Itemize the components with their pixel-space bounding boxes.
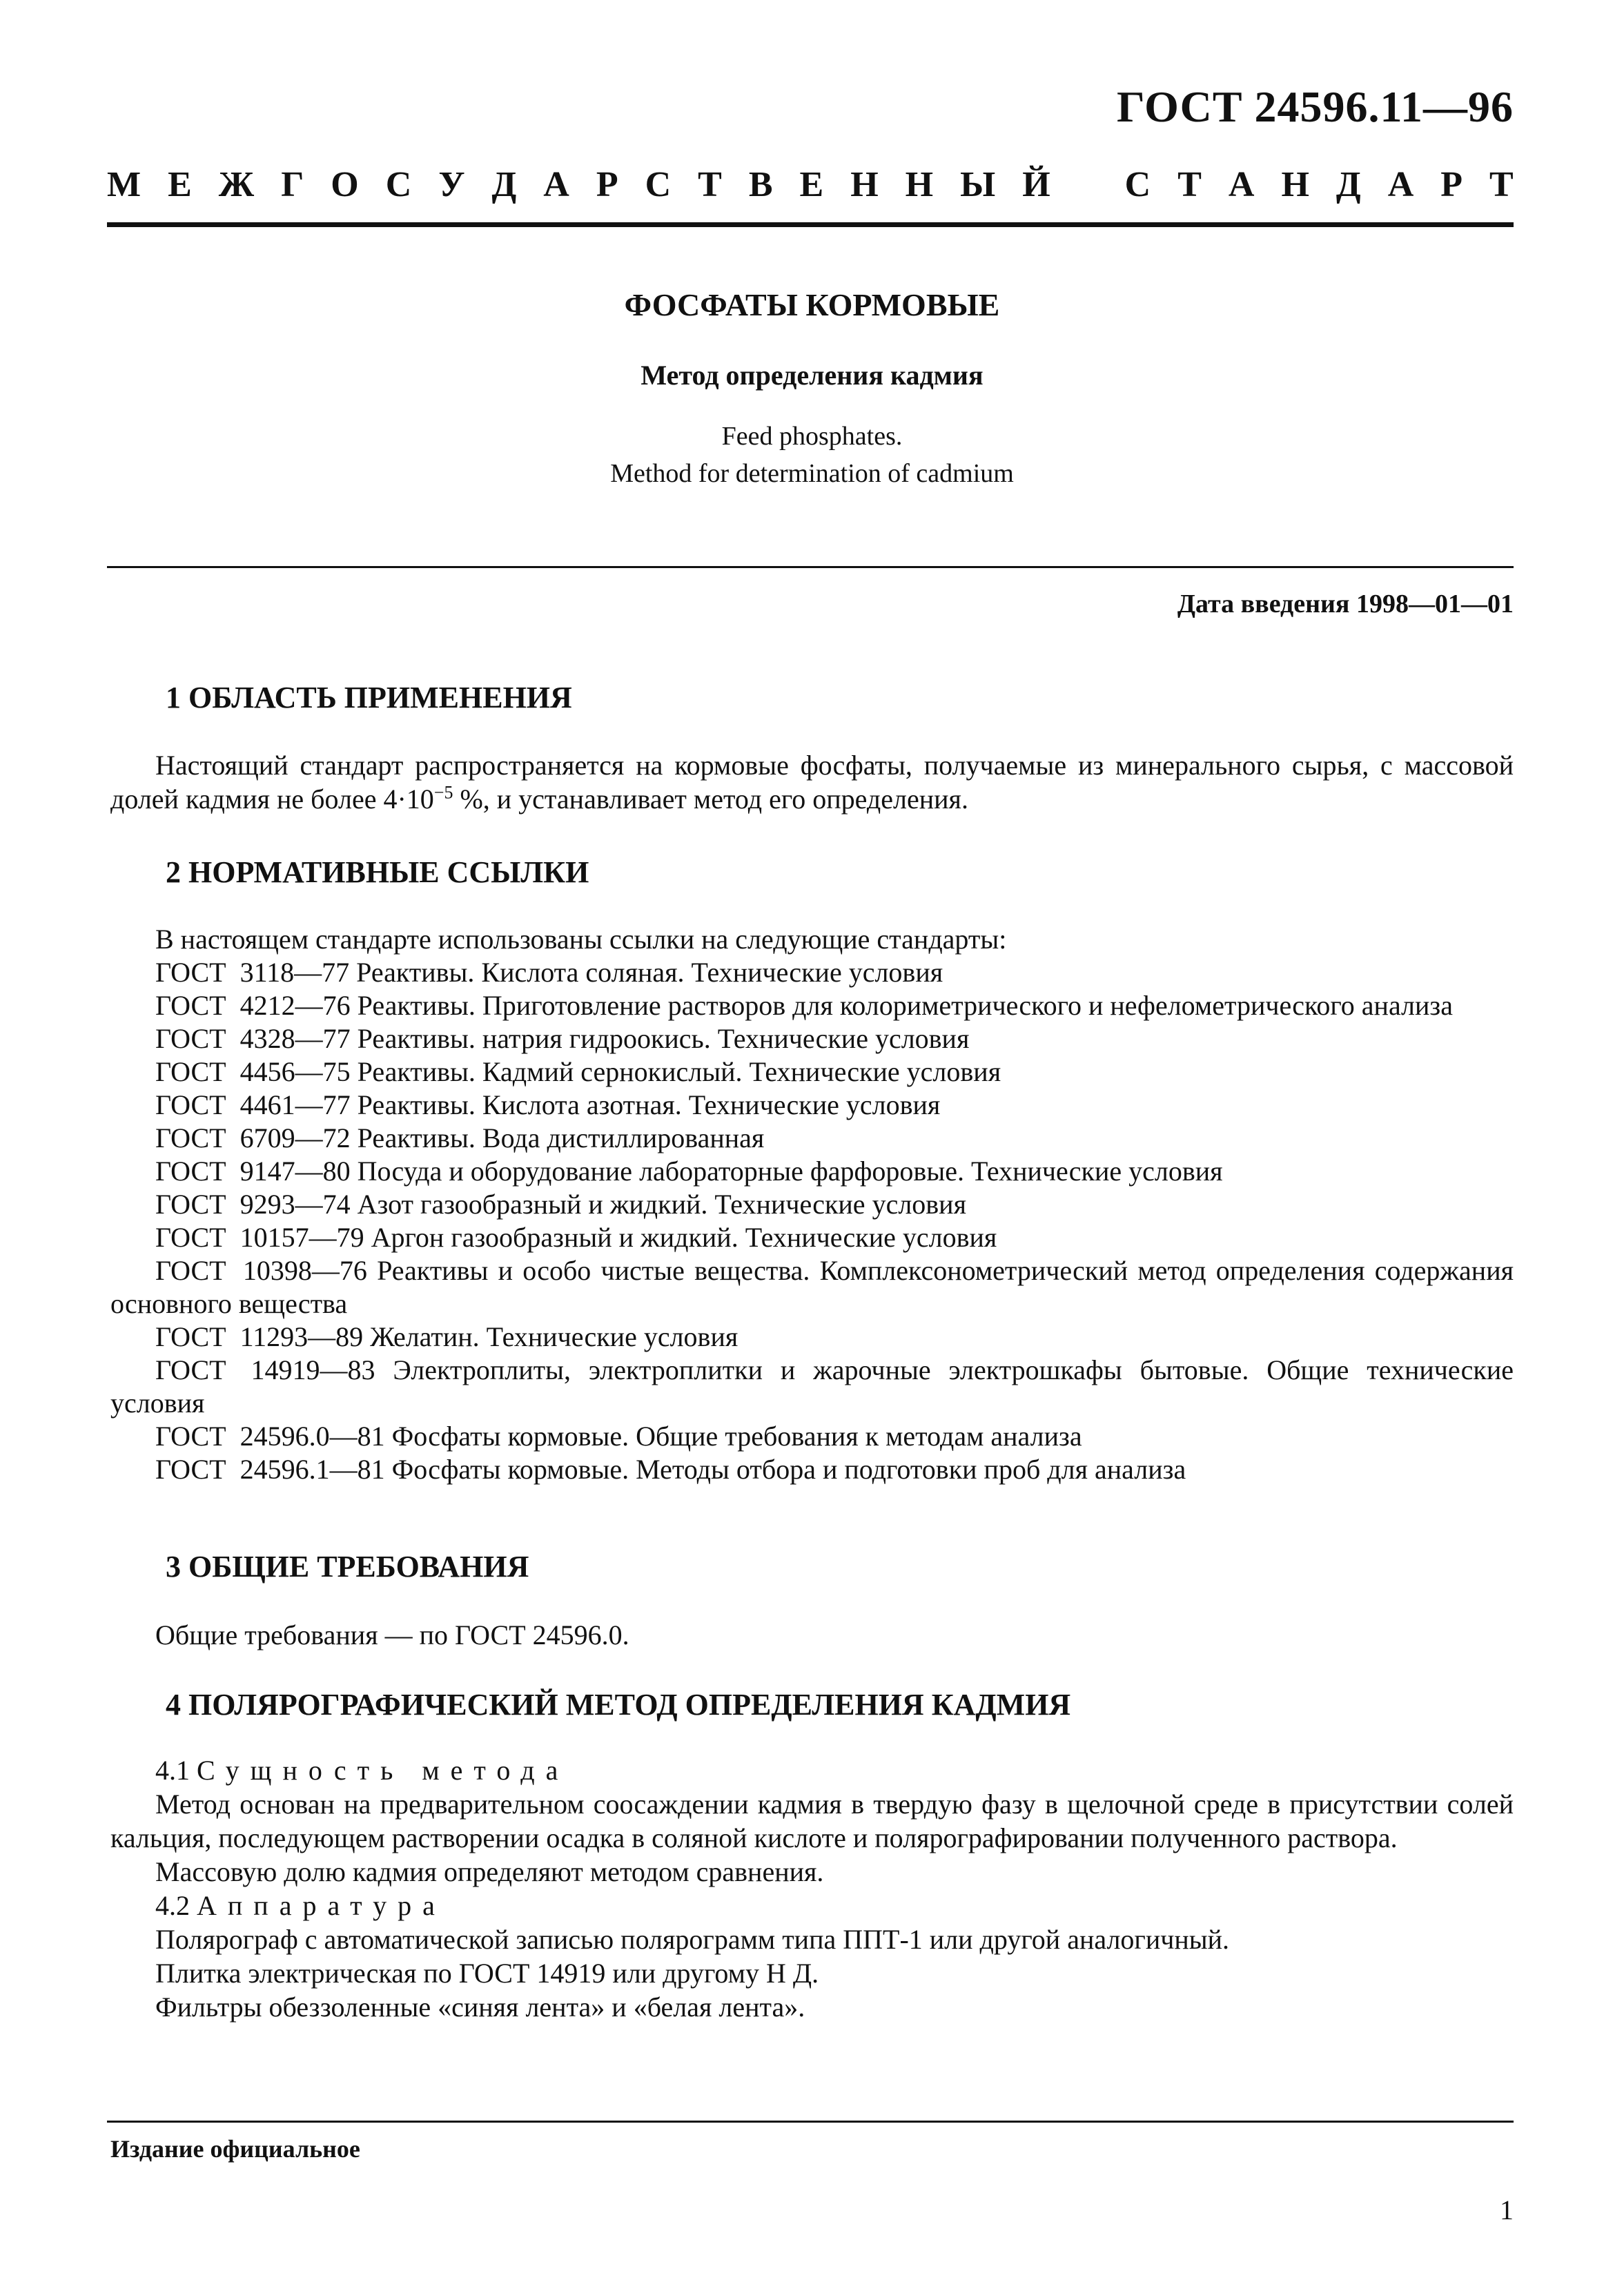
normative-references <box>110 923 1514 1486</box>
interstate-letter: Е <box>168 165 192 204</box>
reference-item <box>110 1155 1514 1188</box>
interstate-letter: Т <box>698 165 722 204</box>
interstate-letter <box>1077 164 1098 205</box>
subsection-4-2-number: 4.2 <box>155 1890 190 1921</box>
reference-title: Реактивы. Кислота азотная. Технические условия <box>357 1089 941 1120</box>
reference-item <box>110 1254 1514 1321</box>
interstate-letter: Р <box>1440 165 1463 204</box>
reference-item <box>110 1420 1514 1453</box>
interstate-letter: В <box>748 165 773 204</box>
english-title <box>0 418 1624 492</box>
subsection-4-1-heading <box>110 1753 1514 1787</box>
reference-title: Фосфаты кормовые. Общие требования к методам анализа <box>391 1421 1082 1452</box>
reference-title: Реактивы. Кадмий сернокислый. Технические условия <box>357 1056 1001 1087</box>
reference-code: ГОСТ 4212—76 <box>155 990 351 1021</box>
title-rule <box>107 566 1514 568</box>
reference-item <box>110 1221 1514 1254</box>
interstate-letter: С <box>385 165 412 204</box>
apparatus-line-2: Плитка электрическая по ГОСТ 14919 или другому Н Д. <box>155 1958 819 1989</box>
reference-item <box>110 956 1514 989</box>
interstate-letter: О <box>331 165 359 204</box>
reference-code: ГОСТ 6709—72 <box>155 1122 351 1153</box>
interstate-letter: Д <box>491 165 517 204</box>
interstate-letter: Е <box>799 165 824 204</box>
reference-item <box>110 1089 1514 1122</box>
section-1-text-b: %, и устанавливает метод его определения. <box>453 783 968 815</box>
reference-title: Аргон газообразный и жидкий. Технические условия <box>371 1222 997 1253</box>
interstate-letter: С <box>1124 165 1151 204</box>
apparatus-line-3: Фильтры обеззоленные «синяя лента» и «белая лента». <box>155 1991 805 2023</box>
page-number: 1 <box>1500 2194 1514 2225</box>
english-title-line-1: Feed phosphates. <box>721 422 903 451</box>
references-intro: В настоящем стандарте использованы ссылки на следующие стандарты: <box>155 924 1007 955</box>
reference-code: ГОСТ 10398—76 <box>155 1255 367 1286</box>
section-3-text <box>110 1618 1514 1652</box>
interstate-letter: А <box>543 165 569 204</box>
reference-item <box>110 989 1514 1022</box>
reference-title: Реактивы. Кислота соляная. Технические условия <box>356 957 943 988</box>
reference-title: Электроплиты, электроплитки и жарочные электрошкафы бытовые. Общие технические условия <box>110 1354 1514 1419</box>
interstate-letter: Ы <box>960 165 996 204</box>
interstate-letter: Ж <box>218 165 255 204</box>
section-1-heading: 1 ОБЛАСТЬ ПРИМЕНЕНИЯ <box>166 681 572 714</box>
subsection-4-2-heading <box>110 1889 1514 1922</box>
section-3-heading: 3 ОБЩИЕ ТРЕБОВАНИЯ <box>166 1550 529 1584</box>
reference-code: ГОСТ 14919—83 <box>155 1354 375 1385</box>
gost-code: ГОСТ 24596.11—96 <box>1116 82 1514 131</box>
reference-title: Желатин. Технические условия <box>370 1321 738 1352</box>
interstate-letter: У <box>438 165 465 204</box>
interstate-letter: Й <box>1022 165 1050 204</box>
reference-code: ГОСТ 11293—89 <box>155 1321 364 1352</box>
reference-title: Реактивы. натрия гидроокись. Технические условия <box>357 1023 970 1054</box>
reference-code: ГОСТ 4461—77 <box>155 1089 351 1120</box>
interstate-standard-banner <box>107 164 1514 205</box>
reference-code: ГОСТ 24596.1—81 <box>155 1454 385 1485</box>
interstate-letter: Д <box>1336 165 1361 204</box>
section-1-exponent: −5 <box>433 782 453 803</box>
reference-item <box>110 1453 1514 1486</box>
subsection-4-2-title: Аппаратура <box>197 1890 446 1921</box>
reference-item <box>110 1022 1514 1055</box>
document-subtitle: Метод определения кадмия <box>640 360 984 391</box>
reference-title: Посуда и оборудование лабораторные фарфоровые. Технические условия <box>357 1156 1223 1187</box>
reference-title: Реактивы. Приготовление растворов для колориметрического и нефелометрического анализа <box>357 990 1453 1021</box>
interstate-letter: М <box>107 165 141 204</box>
references-list <box>110 956 1514 1486</box>
subsection-4-1-text: Метод основан на предварительном соосаждении кадмия в твердую фазу в щелочной среде в присутствии солей кальция, последующем растворении осадка в соляной кислоте и полярографировании полученного раствора. <box>110 1789 1514 1853</box>
section-1-text-a: Настоящий стандарт распространяется на кормовые фосфаты, получаемые из минерального сырья, с массовой долей кадмия не более 4·10 <box>110 750 1514 815</box>
section-1-text <box>110 748 1514 816</box>
english-title-line-2: Method for determination of cadmium <box>610 459 1014 488</box>
interstate-letter: С <box>645 165 672 204</box>
section-4-heading: 4 ПОЛЯРОГРАФИЧЕСКИЙ МЕТОД ОПРЕДЕЛЕНИЯ КАДМИЯ <box>166 1688 1071 1722</box>
subsection-4-1-number: 4.1 <box>155 1755 190 1786</box>
reference-code: ГОСТ 24596.0—81 <box>155 1421 385 1452</box>
reference-title: Реактивы и особо чистые вещества. Комплексонометрический метод определения содержания основного вещества <box>110 1255 1514 1319</box>
official-edition-label: Издание официальное <box>110 2135 360 2163</box>
reference-item <box>110 1321 1514 1354</box>
reference-item <box>110 1055 1514 1089</box>
reference-item <box>110 1188 1514 1221</box>
reference-code: ГОСТ 3118—77 <box>155 957 350 988</box>
footer-rule <box>107 2121 1514 2123</box>
reference-item <box>110 1354 1514 1420</box>
interstate-letter: А <box>1387 165 1414 204</box>
apparatus-line-1: Полярограф с автоматической записью полярограмм типа ППТ-1 или другой аналогичный. <box>155 1924 1230 1955</box>
interstate-letter: Н <box>850 165 879 204</box>
interstate-letter: Р <box>596 165 618 204</box>
section-3-paragraph: Общие требования — по ГОСТ 24596.0. <box>155 1619 629 1650</box>
subsection-4-1-text-2: Массовую долю кадмия определяют методом сравнения. <box>155 1856 824 1887</box>
section-4-body <box>110 1753 1514 2024</box>
reference-code: ГОСТ 4328—77 <box>155 1023 351 1054</box>
interstate-letter: Т <box>1489 165 1514 204</box>
interstate-letter: Т <box>1177 165 1202 204</box>
document-title: ФОСФАТЫ КОРМОВЫЕ <box>624 287 1000 322</box>
interstate-letter: Н <box>1281 165 1309 204</box>
reference-title: Реактивы. Вода дистиллированная <box>357 1122 765 1153</box>
reference-code: ГОСТ 10157—79 <box>155 1222 364 1253</box>
reference-item <box>110 1122 1514 1155</box>
reference-code: ГОСТ 4456—75 <box>155 1056 351 1087</box>
subsection-4-1-title: Сущность метода <box>197 1755 569 1786</box>
interstate-letter: Н <box>905 165 934 204</box>
reference-title: Фосфаты кормовые. Методы отбора и подготовки проб для анализа <box>391 1454 1186 1485</box>
reference-code: ГОСТ 9293—74 <box>155 1189 351 1220</box>
reference-title: Азот газообразный и жидкий. Технические условия <box>357 1189 966 1220</box>
introduction-date: Дата введения 1998—01—01 <box>1177 590 1514 618</box>
section-2-heading: 2 НОРМАТИВНЫЕ ССЫЛКИ <box>166 855 589 889</box>
reference-code: ГОСТ 9147—80 <box>155 1156 351 1187</box>
interstate-letter: А <box>1228 165 1255 204</box>
header-rule <box>107 222 1514 227</box>
interstate-letter: Г <box>281 165 304 204</box>
